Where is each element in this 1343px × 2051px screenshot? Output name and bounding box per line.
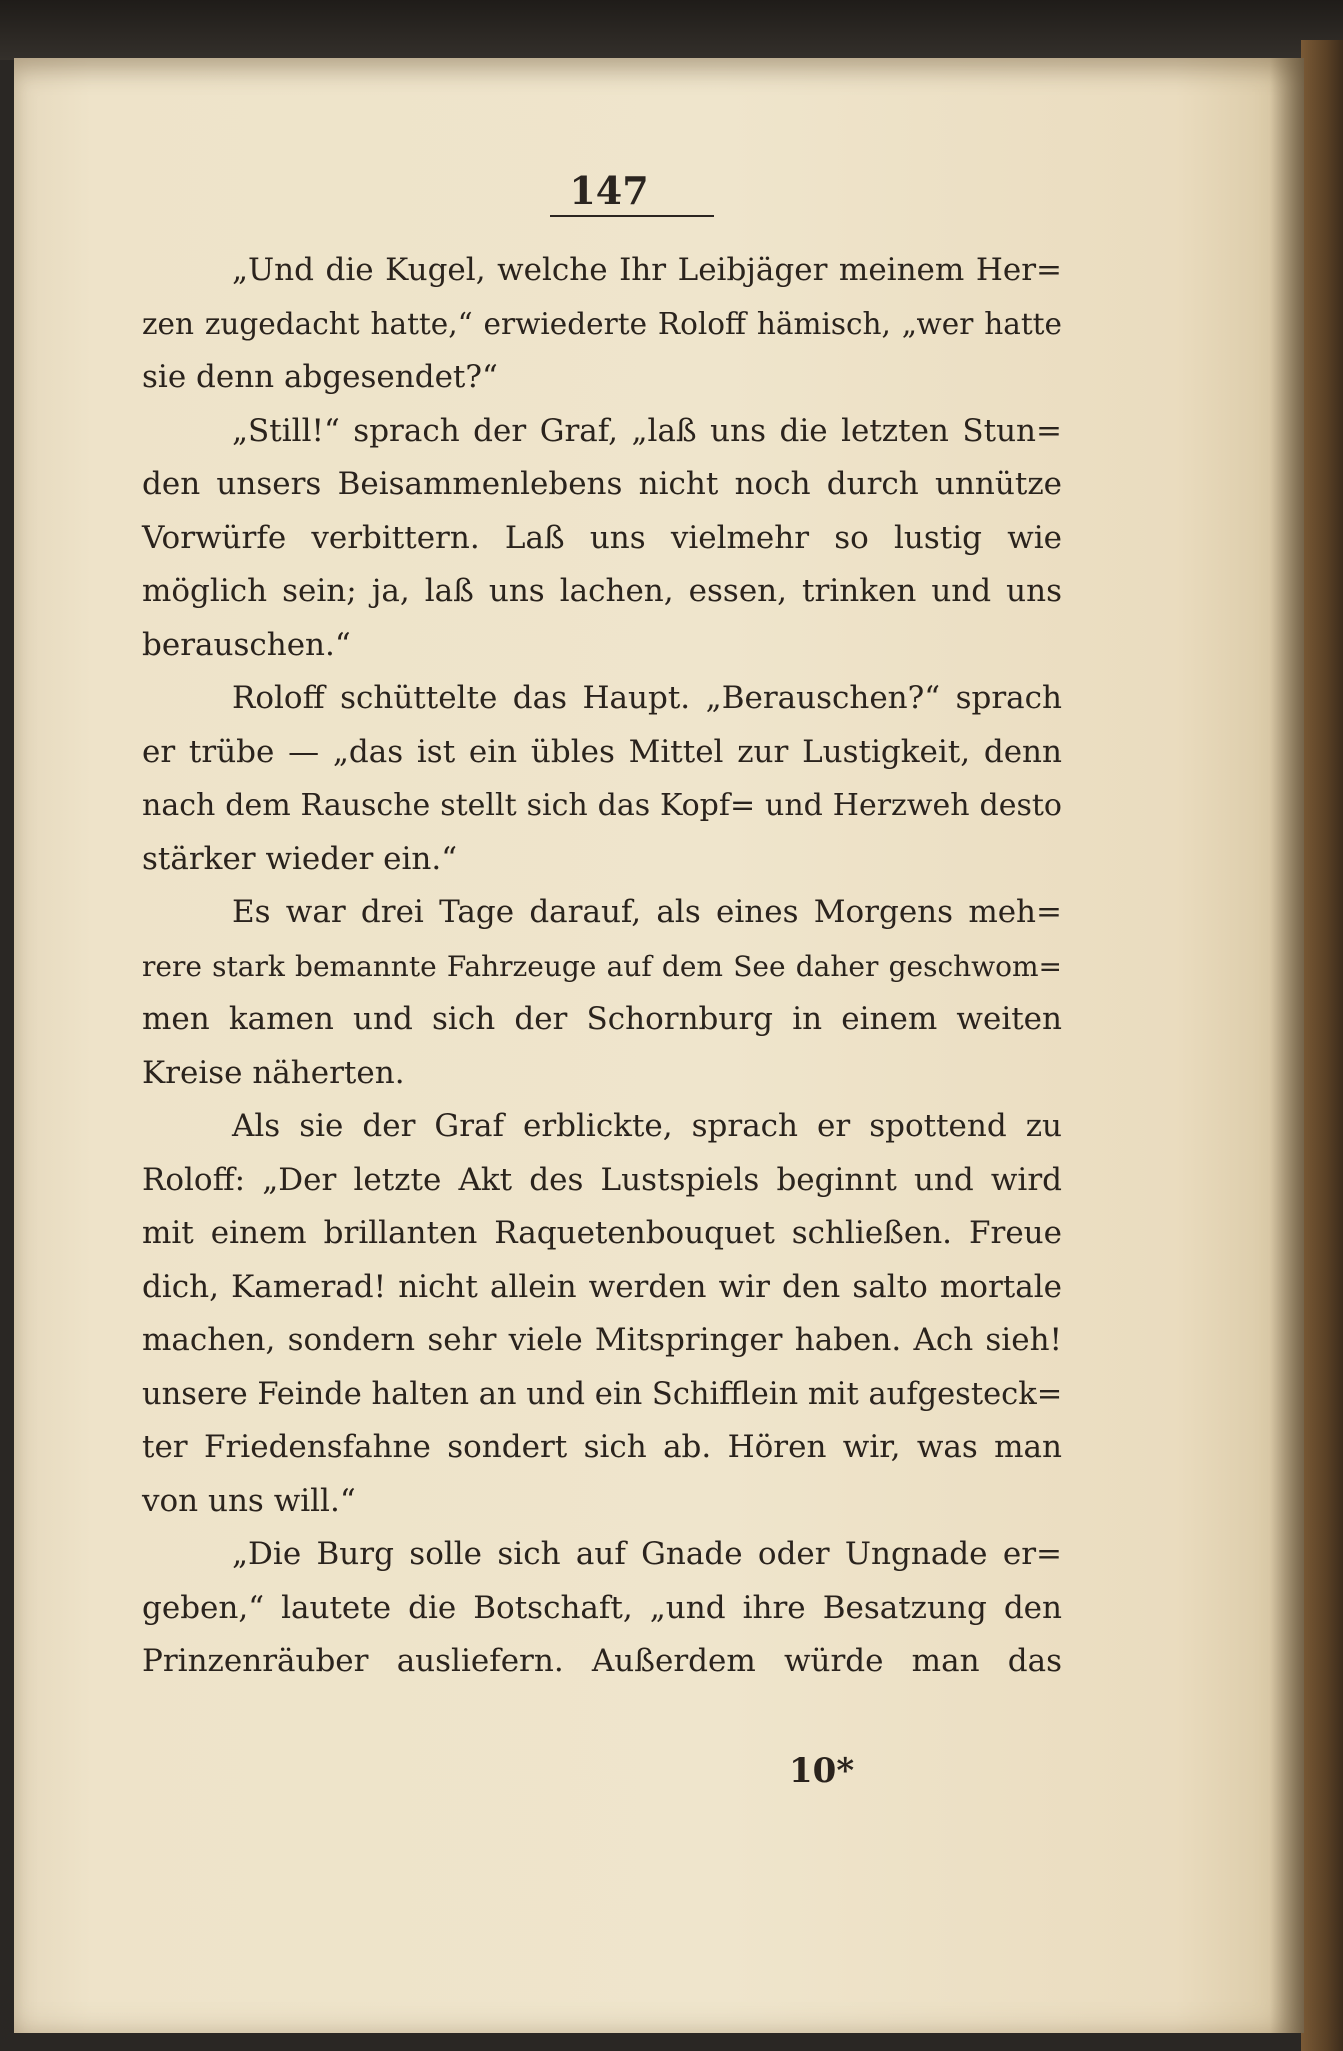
text-line: stärker wieder ein.“ bbox=[142, 840, 458, 877]
text-line: dich, Kamerad! nicht allein werden wir den salto mortale bbox=[142, 1268, 1062, 1305]
page-number: 147 bbox=[569, 168, 649, 213]
paper-page bbox=[14, 58, 1304, 2033]
text-line: von uns will.“ bbox=[142, 1482, 356, 1519]
text-line: ter Friedensfahne sondert sich ab. Hören wir, was man bbox=[142, 1429, 1062, 1465]
text-line: nach dem Rausche stellt sich das Kopf= und Herzweh desto bbox=[142, 788, 1062, 823]
text-line: unsere Feinde halten an und ein Schifflein mit aufgesteck= bbox=[142, 1376, 1063, 1412]
text-line: machen, sondern sehr viele Mitspringer haben. Ach sieh! bbox=[142, 1322, 1062, 1358]
text-line: Kreise näherten. bbox=[142, 1054, 405, 1091]
text-line: Roloff schüttelte das Haupt. „Berauschen?“ sprach bbox=[232, 680, 1062, 716]
text-line: „Die Burg solle sich auf Gnade oder Ungnade er= bbox=[232, 1536, 1062, 1572]
book-top-edge bbox=[0, 0, 1343, 60]
text-line: berauschen.“ bbox=[142, 626, 351, 663]
page-number-rule bbox=[550, 215, 714, 217]
text-line: Es war drei Tage darauf, als eines Morgens meh= bbox=[232, 894, 1062, 930]
text-line: Prinzenräuber ausliefern. Außerdem würde man das bbox=[142, 1643, 1062, 1679]
text-line: Vorwürfe verbittern. Laß uns vielmehr so lustig wie bbox=[142, 519, 1062, 556]
text-line: er trübe — „das ist ein übles Mittel zur Lustigkeit, denn bbox=[142, 733, 1062, 770]
text-line: „Und die Kugel, welche Ihr Leibjäger meinem Her= bbox=[232, 252, 1062, 288]
spine-shadow bbox=[1270, 58, 1304, 2033]
text-line: rere stark bemannte Fahrzeuge auf dem See daher geschwom= bbox=[142, 949, 1062, 983]
text-line: zen zugedacht hatte,“ erwiederte Roloff hämisch, „wer hatte bbox=[142, 306, 1062, 341]
text-line: möglich sein; ja, laß uns lachen, essen, trinken und uns bbox=[142, 573, 1062, 609]
text-line: men kamen und sich der Schornburg in einem weiten bbox=[142, 1001, 1062, 1037]
text-line: sie denn abgesendet?“ bbox=[142, 359, 498, 395]
text-line: Roloff: „Der letzte Akt des Lustspiels beginnt und wird bbox=[142, 1161, 1062, 1198]
book-binding-edge bbox=[1301, 40, 1343, 2051]
text-line: den unsers Beisammenlebens nicht noch durch unnütze bbox=[142, 466, 1062, 502]
text-line: geben,“ lautete die Botschaft, „und ihre Besatzung den bbox=[142, 1589, 1062, 1626]
text-line: mit einem brillanten Raquetenbouquet schließen. Freue bbox=[142, 1215, 1062, 1251]
body-text bbox=[142, 244, 1062, 1689]
text-line: „Still!“ sprach der Graf, „laß uns die letzten Stun= bbox=[232, 412, 1062, 449]
text-line: Als sie der Graf erblickte, sprach er spottend zu bbox=[232, 1108, 1062, 1144]
printer-signature: 10* bbox=[789, 1751, 855, 1791]
